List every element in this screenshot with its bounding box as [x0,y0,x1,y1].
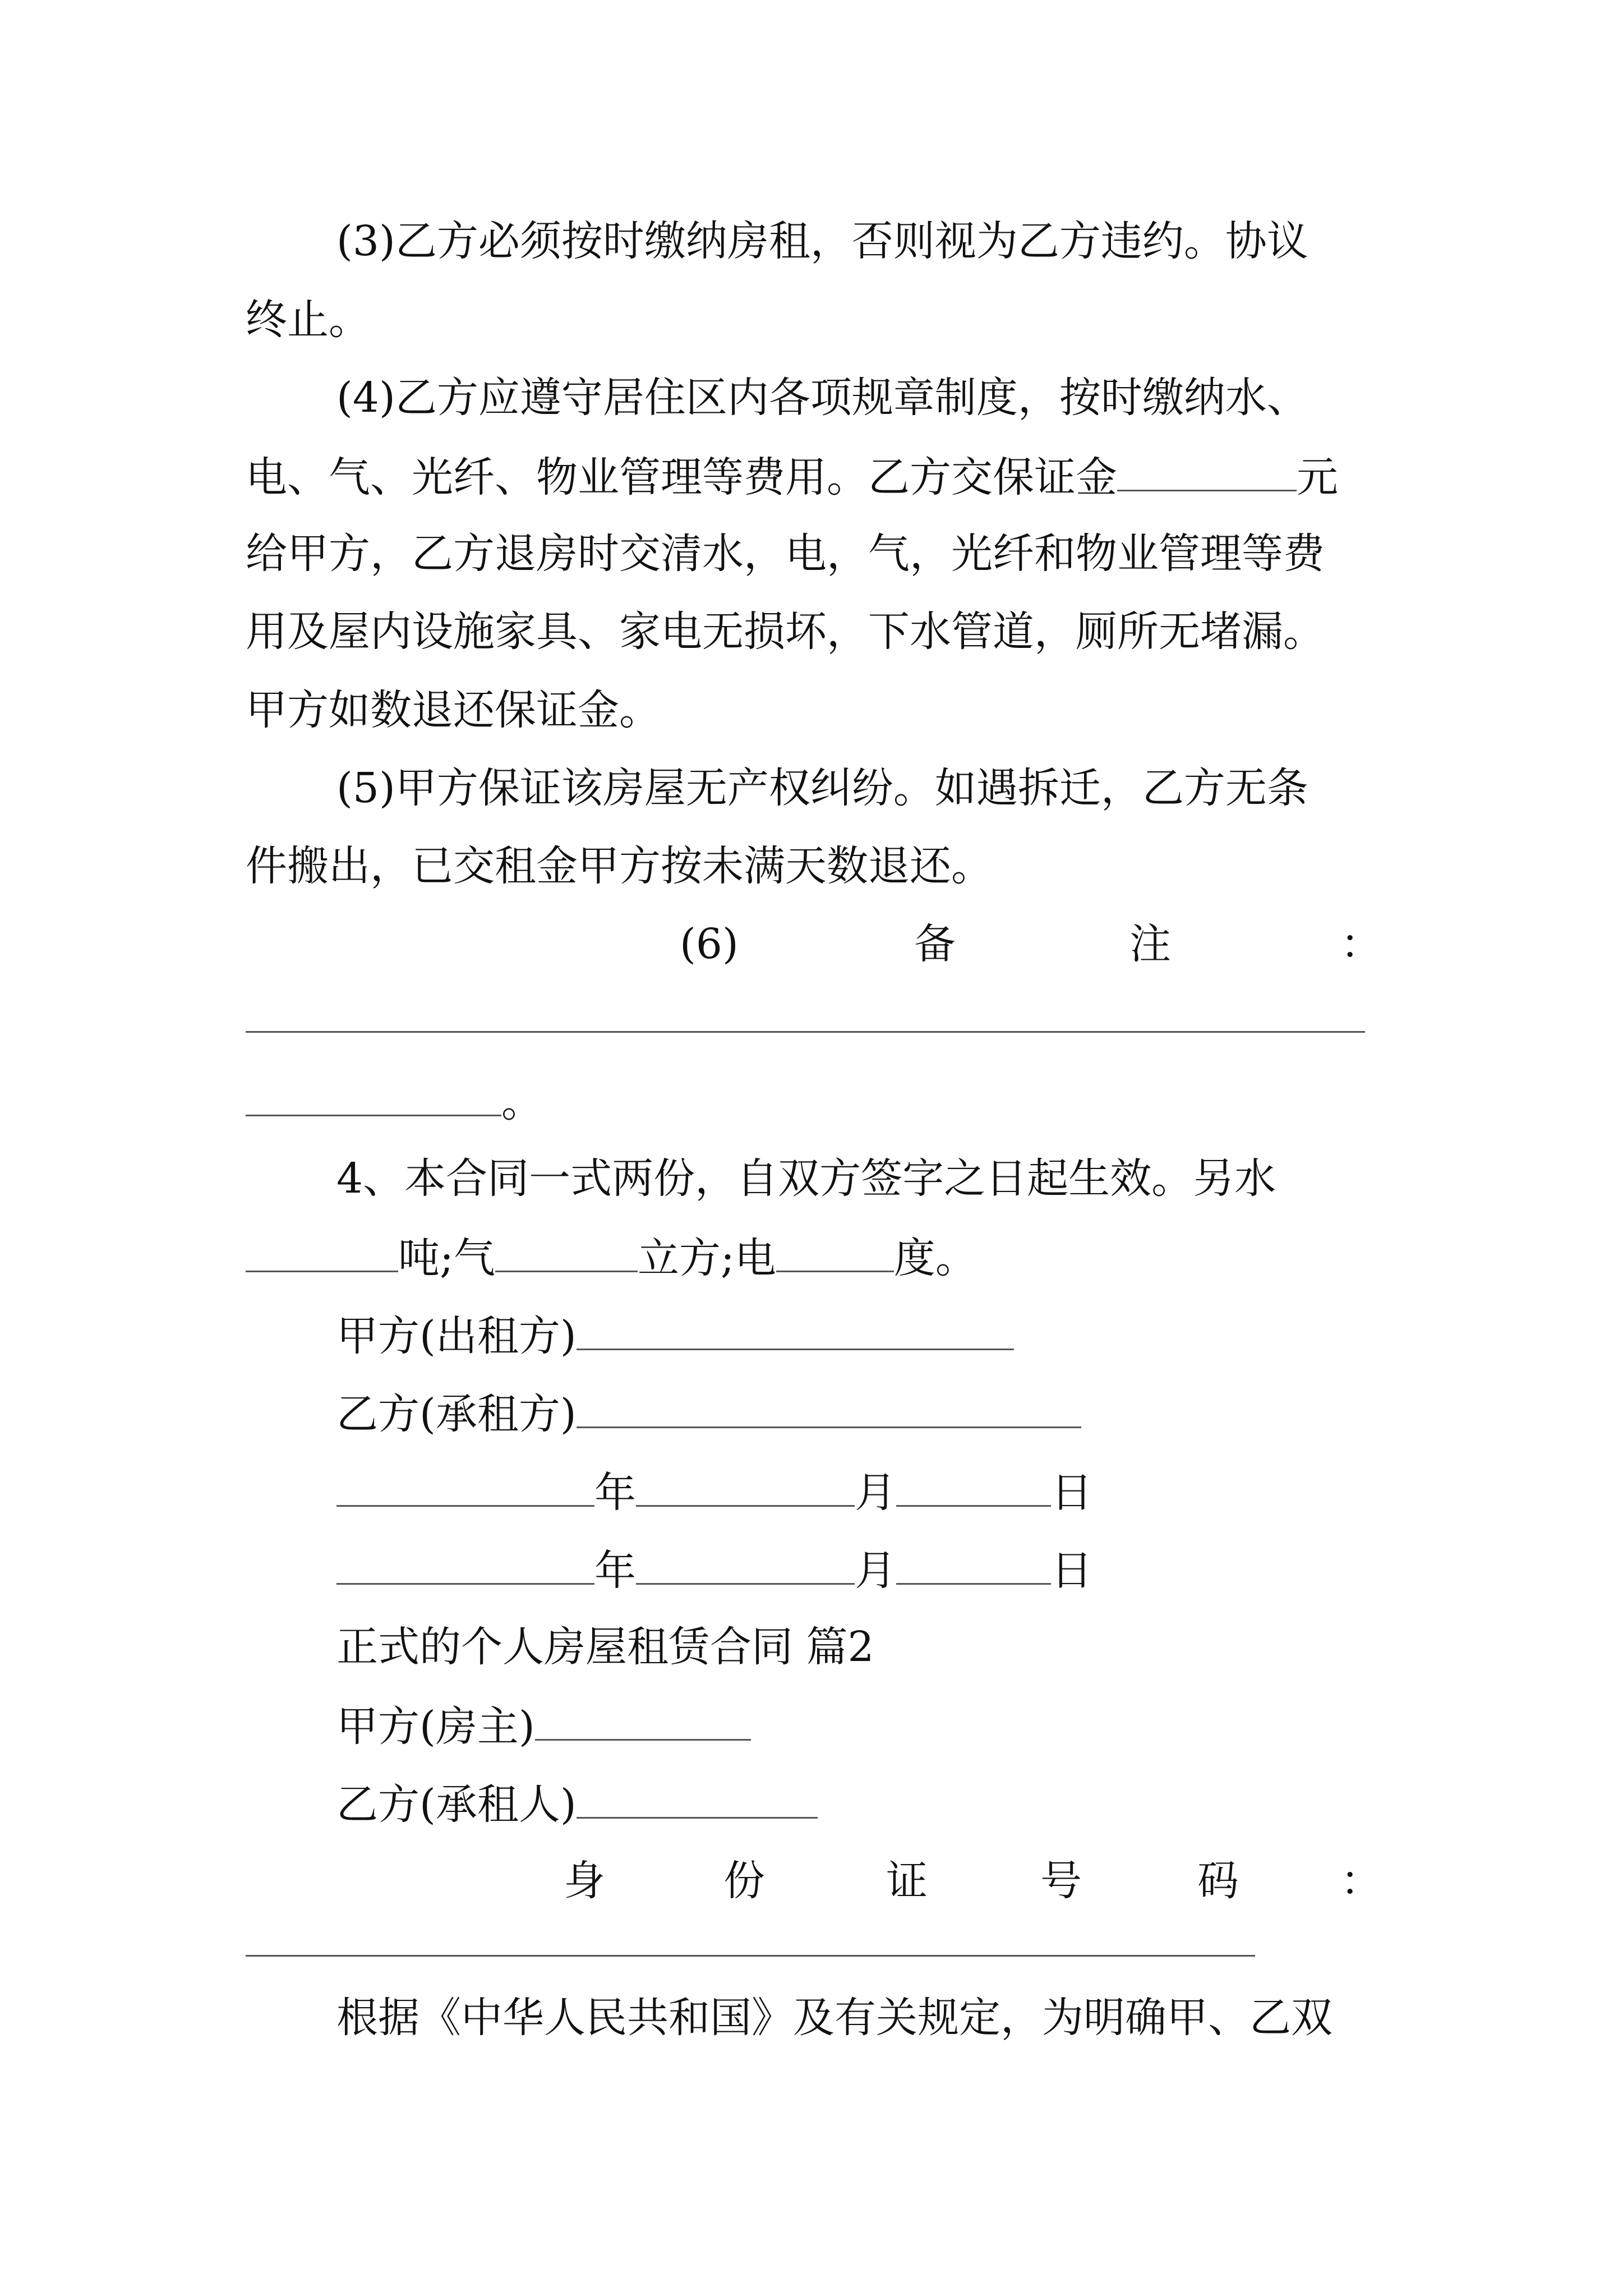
date2-month-blank[interactable] [636,1548,855,1585]
electricity-reading-blank[interactable] [776,1236,894,1272]
clause-4-line2 [246,453,1338,501]
owner-line [336,1703,751,1751]
id-label-char4: 号 [1040,1857,1082,1905]
remark-blank-end-line [246,1078,543,1126]
id-label-char1: 身 [564,1857,605,1905]
tenant-signature-blank[interactable] [577,1392,1081,1428]
tenant-label: 乙方(承租方) [336,1390,577,1438]
gas-unit: 立方;电 [637,1234,776,1282]
id-label-char5: 码 [1197,1857,1239,1905]
utility-readings-line [246,1234,977,1282]
clause-4b-line1: 4、本合同一式两份，自双方签字之日起生效。另水 [336,1154,1276,1203]
landlord-signature-line [336,1312,1014,1360]
remark-label-number: (6) [680,920,739,968]
landlord-label: 甲方(出租方) [336,1312,577,1360]
id-label-colon: ： [1340,1857,1382,1905]
remark-label-colon: ： [1340,920,1382,968]
preamble-line1: 根据《中华人民共和国》及有关规定，为明确甲、乙双 [336,1994,1332,2042]
remark-blank-short[interactable] [246,1080,501,1116]
clause-4-line3: 给甲方，乙方退房时交清水，电，气，光纤和物业管理等费 [246,530,1325,578]
date2-day-blank[interactable] [896,1548,1051,1585]
date2-month-label: 月 [855,1547,896,1595]
landlord-signature-blank[interactable] [577,1314,1014,1350]
date1-year-label: 年 [594,1469,636,1517]
renter-blank[interactable] [577,1782,818,1819]
id-label-char2: 份 [723,1857,765,1905]
id-label-char3: 证 [886,1857,928,1905]
clause-4-line4: 用及屋内设施家具、家电无损坏，下水管道，厕所无堵漏。 [246,608,1325,656]
date1-day-blank[interactable] [896,1470,1051,1507]
remark-blank-line[interactable] [246,1031,1365,1033]
electricity-unit: 度。 [893,1234,977,1282]
remark-label-char1: 备 [914,920,956,968]
date-line-2 [336,1547,1092,1595]
date-line-1 [336,1469,1092,1517]
date2-year-blank[interactable] [336,1548,594,1585]
clause-3-line1: (3)乙方必须按时缴纳房租，否则视为乙方违约。协议 [336,217,1308,265]
clause-4-line5: 甲方如数退还保证金。 [246,686,661,734]
deposit-unit: 元 [1297,453,1338,501]
date2-day-label: 日 [1051,1547,1092,1595]
date1-month-label: 月 [855,1469,896,1517]
clause-5-line1: (5)甲方保证该房屋无产权纠纷。如遇拆迁，乙方无条 [336,764,1308,812]
water-unit: 吨;气 [398,1234,495,1282]
renter-label: 乙方(承租人) [336,1780,577,1829]
deposit-amount-blank[interactable] [1117,455,1297,491]
date1-month-blank[interactable] [636,1470,855,1507]
date1-day-label: 日 [1051,1469,1092,1517]
date2-year-label: 年 [594,1547,636,1595]
tenant-signature-line [336,1390,1081,1438]
id-number-blank-line[interactable] [246,1955,1255,1957]
renter-line [336,1780,818,1829]
gas-reading-blank[interactable] [495,1236,638,1272]
clause-5-line2: 件搬出，已交租金甲方按未满天数退还。 [246,842,993,890]
owner-blank[interactable] [535,1704,751,1741]
section-title: 正式的个人房屋租赁合同 篇2 [336,1623,874,1671]
remark-label-char2: 注 [1129,920,1171,968]
clause-4-line2-text: 电、气、光纤、物业管理等费用。乙方交保证金 [246,453,1117,501]
clause-4-line1: (4)乙方应遵守居住区内各项规章制度，按时缴纳水、 [336,374,1308,422]
remark-period: 。 [501,1078,543,1126]
water-reading-blank[interactable] [246,1236,398,1272]
date1-year-blank[interactable] [336,1470,594,1507]
owner-label: 甲方(房主) [336,1703,535,1751]
clause-3-line2: 终止。 [246,296,370,344]
